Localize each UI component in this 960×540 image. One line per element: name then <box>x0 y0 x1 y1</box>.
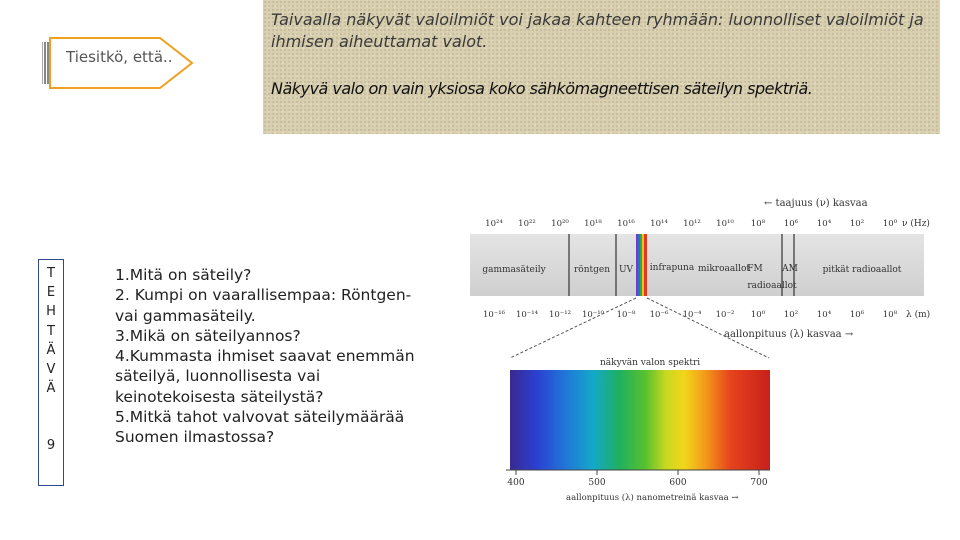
wavelength-tick: 10⁻¹⁴ <box>515 310 539 320</box>
question-list <box>115 265 435 448</box>
frequency-tick: 10⁸ <box>750 219 766 229</box>
side-tab-letter: Ä <box>46 342 56 358</box>
band-label: röntgen <box>573 265 611 275</box>
frequency-tick: 10¹⁴ <box>650 219 668 229</box>
wavelength-tick: 10⁸ <box>882 310 898 320</box>
frequency-tick: 10¹² <box>683 219 701 229</box>
nanometer-direction-label: aallonpituus (λ) nanometreinä kasvaa → <box>566 493 739 503</box>
band-label: FM <box>747 264 763 274</box>
wavelength-tick: 10⁰ <box>750 310 766 320</box>
visible-red-strip <box>644 234 647 296</box>
frequency-tick: 10² <box>849 219 865 229</box>
visible-green-strip <box>640 234 642 296</box>
visible-violet-strip <box>636 234 638 296</box>
band-label: UV <box>618 265 634 275</box>
wavelength-direction-label: aallonpituus (λ) kasvaa → <box>724 329 854 340</box>
info-text-intro: Taivaalla näkyvät valoilmiöt voi jakaa kahteen ryhmään: luonnolliset valoilmiöt ja ihmisen aiheuttamat valot. <box>271 10 924 51</box>
visible-spectrum-label: näkyvän valon spektri <box>600 358 701 368</box>
question-line: säteilyä, luonnollisesta vai <box>115 367 321 386</box>
band-label: pitkät radioaallot <box>822 265 902 275</box>
side-tab-letter: T <box>47 266 55 281</box>
side-tab-tehtava <box>38 259 64 486</box>
wavelength-tick: 10⁻¹⁶ <box>482 310 506 320</box>
question-line: Suomen ilmastossa? <box>115 428 275 447</box>
frequency-tick: 10⁶ <box>783 219 799 229</box>
question-line: vai gammasäteily. <box>115 306 256 325</box>
side-tab-letter: V <box>46 362 56 378</box>
band-label: AM <box>782 264 798 274</box>
callout-label: Tiesitkö, että.. <box>66 48 173 66</box>
band-label: gammasäteily <box>482 265 546 275</box>
nanometer-tick-labels <box>507 470 767 488</box>
frequency-tick: 10⁴ <box>816 219 832 229</box>
question-line: keinotekoisesta säteilystä? <box>115 387 324 406</box>
band-label: radioaallot <box>747 281 797 291</box>
frequency-direction-label: ← taajuus (ν) kasvaa <box>764 198 868 209</box>
wavelength-tick: 10⁻¹⁰ <box>581 310 605 320</box>
question-line: 5.Mitkä tahot valvovat säteilymäärää <box>115 408 405 427</box>
wavelength-tick: 10⁻⁶ <box>649 310 669 320</box>
question-line: 4.Kummasta ihmiset saavat enemmän <box>115 347 415 366</box>
side-tab-letter: E <box>46 285 56 301</box>
frequency-tick: 10¹⁰ <box>716 219 734 229</box>
visible-spectrum-gradient <box>510 370 770 470</box>
question-line: 1.Mitä on säteily? <box>115 266 252 284</box>
band-label: mikroaallot <box>697 264 751 274</box>
side-tab-letters <box>39 264 63 398</box>
info-text-visible-light: Näkyvä valo on vain yksiosa koko sähkömagneettisen säteilyn spektriä. <box>271 79 813 98</box>
band-label: infrapuna <box>649 263 695 273</box>
visible-blue-strip <box>638 234 640 296</box>
wavelength-tick: 10⁶ <box>849 310 865 320</box>
nanometer-tick: 700 <box>750 478 768 488</box>
frequency-tick: 10¹⁸ <box>584 219 602 229</box>
wavelength-tick: 10⁻⁸ <box>616 310 636 320</box>
nanometer-tick: 600 <box>669 478 687 488</box>
frequency-tick: 10²⁰ <box>551 219 569 229</box>
wavelength-tick: 10⁴ <box>816 310 832 320</box>
frequency-unit: ν (Hz) <box>902 219 930 229</box>
nanometer-tick: 400 <box>507 478 525 488</box>
zoom-line-left <box>510 298 636 358</box>
tip-callout <box>42 26 197 92</box>
question-line: 2. Kumpi on vaarallisempaa: Röntgen- <box>115 286 412 305</box>
frequency-tick: 10⁰ <box>882 219 898 229</box>
visible-yellow-strip <box>642 234 644 296</box>
side-tab-letter: T <box>47 323 55 339</box>
wavelength-tick: 10⁻¹² <box>548 310 572 320</box>
wavelength-tick: 10⁻² <box>715 310 735 320</box>
wavelength-tick: 10⁻⁴ <box>682 310 702 320</box>
em-spectrum-diagram <box>466 190 960 510</box>
frequency-tick-labels <box>485 219 898 229</box>
frequency-tick: 10²⁴ <box>485 219 503 229</box>
wavelength-unit: λ (m) <box>906 310 931 320</box>
question-line: 3.Mikä on säteilyannos? <box>115 326 301 345</box>
wavelength-tick-labels <box>483 310 898 320</box>
frequency-tick: 10²² <box>518 219 536 229</box>
side-tab-number: 9 <box>46 438 56 453</box>
side-tab-letter: Ä <box>46 381 56 397</box>
frequency-tick: 10¹⁶ <box>617 219 635 229</box>
side-tab-letter: H <box>46 304 56 320</box>
info-box <box>263 0 940 134</box>
zoom-line-right <box>647 298 769 358</box>
wavelength-tick: 10² <box>783 310 799 320</box>
nanometer-tick: 500 <box>588 478 606 488</box>
